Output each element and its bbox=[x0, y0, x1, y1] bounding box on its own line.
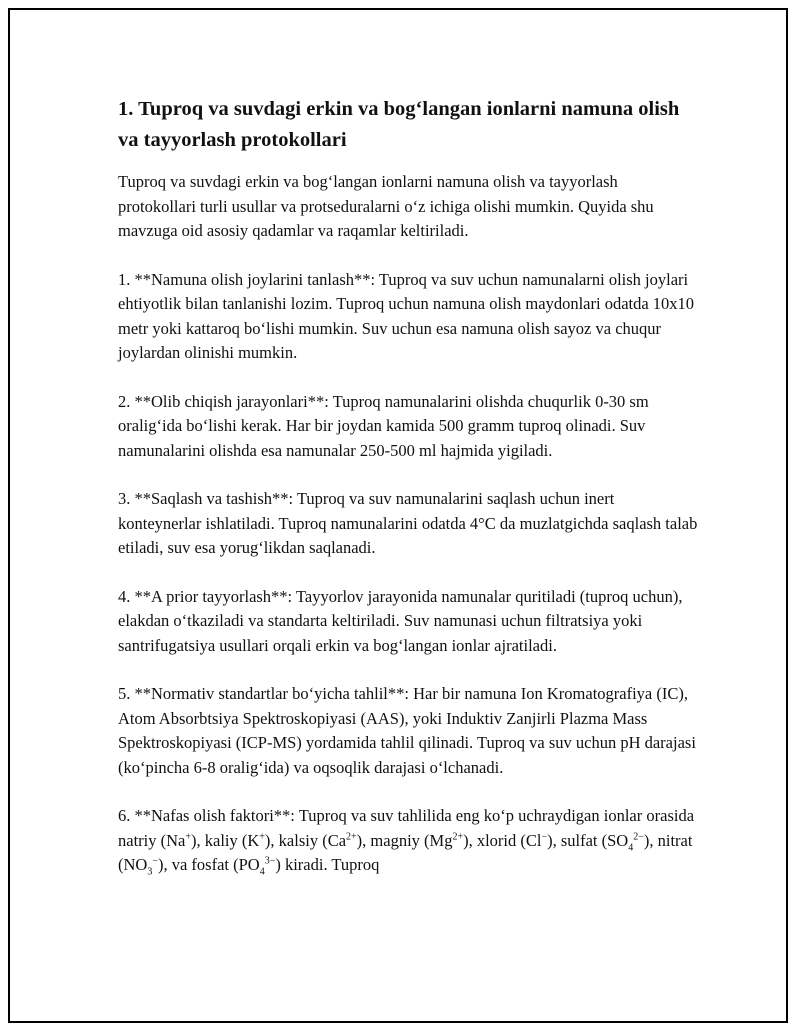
nitrate-charge: − bbox=[152, 855, 158, 867]
sodium-charge: + bbox=[185, 831, 191, 842]
step-6-text-1: ), kaliy (K bbox=[191, 830, 260, 850]
document-page bbox=[8, 8, 788, 1023]
step-3-paragraph: 3. **Saqlash va tashish**: Tuproq va suv namunalarini saqlash uchun inert konteynerlar ishlatiladi. Tuproq namunalarini odatda 4°C da muzlatgichda saqlash talab etiladi, suv esa yorug‘likdan saqlanadi. bbox=[118, 489, 698, 557]
step-6-text-7: ), va fosfat (PO bbox=[157, 855, 260, 874]
phosphate-charge: 3− bbox=[264, 855, 276, 867]
calcium-charge: 2+ bbox=[346, 831, 357, 842]
intro-paragraph: Tuproq va suvdagi erkin va bog‘langan ionlarni namuna olish va tayyorlash protokollari turli usullar va protseduralarni o‘z ichiga olishi mumkin. Quyida shu mavzuga oid asosiy qadamlar va raqamlar keltiriladi. bbox=[118, 172, 654, 240]
step-5-paragraph: 5. **Normativ standartlar bo‘yicha tahlil**: Har bir namuna Ion Kromatografiya (IC), Atom Absorbtsiya Spektroskopiyasi (AAS), yoki Induktiv Zanjirli Plazma Mass Spektroskopiyasi (ICP-MS) yordamida tahlil qilinadi. Tuproq va suv uchun pH darajasi (ko‘pincha 6-8 oralig‘ida) va oqsoqlik darajasi o‘lchanadi. bbox=[118, 684, 696, 777]
step-6-paragraph bbox=[118, 804, 698, 878]
step-6-text-6: ), nitrat (NO bbox=[118, 830, 693, 874]
potassium-charge: + bbox=[259, 831, 265, 842]
step-2-paragraph: 2. **Olib chiqish jarayonlari**: Tuproq namunalarini olishda chuqurlik 0-30 sm oralig‘ida bo‘lishi kerak. Har bir joydan kamida 500 gramm tuproq olinadi. Suv namunalarini olishda esa namunalar 250-500 ml hajmida yigiladi. bbox=[118, 391, 649, 460]
sulfate-subscript: 4 bbox=[628, 841, 634, 853]
step-4-paragraph: 4. **A prior tayyorlash**: Tayyorlov jarayonida namunalar quritiladi (tuproq uchun), elakdan o‘tkaziladi va standarta keltiriladi. Suv namunasi uchun filtratsiya yoki santrifugatsiya usullari orqali erkin va bog‘langan ionlar ajratiladi. bbox=[118, 586, 683, 655]
step-6-text-5: ), sulfat (SO bbox=[547, 830, 629, 850]
step-6-text-4: ), xlorid (Cl bbox=[463, 830, 542, 850]
chloride-charge: − bbox=[541, 831, 548, 842]
step-6-text-3: ), magniy (Mg bbox=[356, 830, 453, 850]
nitrate-subscript: 3 bbox=[147, 866, 153, 878]
step-6-text-8: ) kiradi. Tuproq bbox=[275, 855, 380, 874]
document-content bbox=[118, 94, 698, 902]
phosphate-subscript: 4 bbox=[259, 866, 265, 878]
sulfate-charge: 2− bbox=[633, 831, 644, 842]
section-title: 1. Tuproq va suvdagi erkin va bog‘langan ionlarni namuna olish va tayyorlash protokollari bbox=[118, 98, 680, 151]
step-6-text-2: ), kalsiy (Ca bbox=[264, 830, 347, 850]
magnesium-charge: 2+ bbox=[452, 831, 464, 842]
step-1-paragraph: 1. **Namuna olish joylarini tanlash**: Tuproq va suv uchun namunalarni olish joylari ehtiyotlik bilan tanlanishi lozim. Tuproq uchun namuna olish maydonlari odatda 10x10 metr yoki kattaroq bo‘lishi mumkin. Suv uchun esa namuna olish sayoz va chuqur joylardan olinishi mumkin. bbox=[118, 269, 695, 362]
step-6-lead: 6. **Nafas olish faktori**: Tuproq va suv tahlilida eng ko‘p uchraydigan ionlar orasida natriy (Na bbox=[118, 806, 695, 850]
